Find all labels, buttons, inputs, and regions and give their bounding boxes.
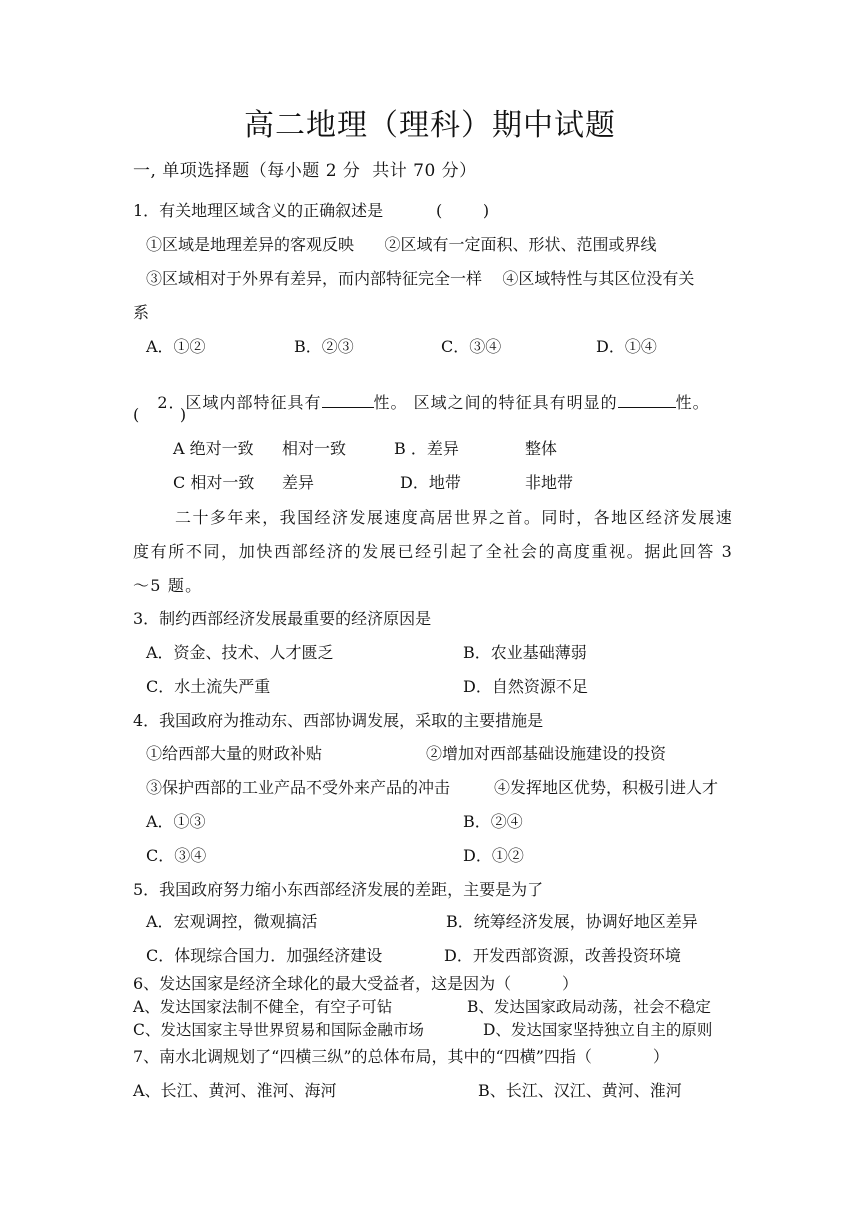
q5-option-a: A．宏观调控，微观搞活 <box>146 912 318 931</box>
q2-stem-part-3: 性。 <box>675 393 710 412</box>
q4-statement-3: ③保护西部的工业产品不受外来产品的冲击 <box>146 778 451 797</box>
q7-option-b: B、长江、汉江、黄河、淮河 <box>478 1081 682 1100</box>
q2-option-c-first: C 相对一致 <box>173 473 255 492</box>
q2-stem <box>133 370 710 436</box>
q3-option-a: A．资金、技术、人才匮乏 <box>146 643 334 662</box>
reading-passage: 二十多年来，我国经济发展速度高居世界之首。同时，各地区经济发展速度有所不同，加快西部经济的发展已经引起了全社会的高度重视。据此回答 3～5 题。 <box>133 508 733 595</box>
q2-answer-paren: ( ) <box>133 405 187 424</box>
q1-statements-3-4: ③区域相对于外界有差异，而内部特征完全一样 ④区域特性与其区位没有关 <box>146 269 695 288</box>
q3-option-d: D．自然资源不足 <box>463 677 588 696</box>
q6-option-c: C、发达国家主导世界贸易和国际金融市场 <box>133 1021 424 1039</box>
exam-title: 高二地理（理科）期中试题 <box>244 108 616 143</box>
q1-option-d: D．①④ <box>596 337 657 356</box>
q7-option-a: A、长江、黄河、淮河、海河 <box>133 1081 337 1100</box>
q2-option-a-first: A 绝对一致 <box>173 439 254 458</box>
q6-option-d: D、发达国家坚持独立自主的原则 <box>483 1021 713 1039</box>
q3-stem: 3．制约西部经济发展最重要的经济原因是 <box>133 609 432 628</box>
q1-statements-1-2: ①区域是地理差异的客观反映 ②区域有一定面积、形状、范围或界线 <box>146 235 657 254</box>
q1-option-c: C．③④ <box>441 337 502 356</box>
q2-blank-2 <box>618 393 676 408</box>
q3-option-c: C．水土流失严重 <box>146 677 271 696</box>
q4-option-a: A．①③ <box>146 812 206 831</box>
q4-option-d: D．①② <box>463 846 524 865</box>
q2-option-b-second: 整体 <box>525 439 558 458</box>
q2-option-b-first: B ．差异 <box>394 439 459 458</box>
q4-option-c: C．③④ <box>146 846 207 865</box>
q4-statement-4: ④发挥地区优势，积极引进人才 <box>494 778 719 797</box>
q1-option-a: A．①② <box>146 337 206 356</box>
q2-stem-part-2: 性。 区域之间的特征具有明显的 <box>373 393 618 412</box>
q1-statements-continued: 系 <box>133 303 150 322</box>
q7-stem: 7、南水北调规划了“四横三纵”的总体布局，其中的“四横”四指（ ） <box>133 1047 669 1066</box>
q3-option-b: B．农业基础薄弱 <box>463 643 587 662</box>
q2-option-a-second: 相对一致 <box>282 439 347 458</box>
q5-option-d: D．开发西部资源，改善投资环境 <box>444 946 681 965</box>
q6-option-b: B、发达国家政局动荡，社会不稳定 <box>467 998 711 1016</box>
q4-statement-1: ①给西部大量的财政补贴 <box>146 744 323 763</box>
q5-option-c: C．体现综合国力．加强经济建设 <box>146 946 383 965</box>
q2-option-d-first: D．地带 <box>400 473 461 492</box>
q4-stem: 4．我国政府为推动东、西部协调发展，采取的主要措施是 <box>133 711 544 730</box>
q4-option-b: B．②④ <box>463 812 523 831</box>
q6-option-a: A、发达国家法制不健全，有空子可钻 <box>133 998 393 1016</box>
q2-option-c-second: 差异 <box>282 473 315 492</box>
section-heading: 一, 单项选择题（每小题 2 分 共计 70 分） <box>133 161 477 181</box>
q4-statement-2: ②增加对西部基础设施建设的投资 <box>426 744 667 763</box>
q1-answer-paren: ( ) <box>436 201 490 220</box>
q5-option-b: B．统筹经济发展，协调好地区差异 <box>446 912 698 931</box>
q1-option-b: B．②③ <box>294 337 354 356</box>
q2-blank-1 <box>322 393 374 408</box>
q6-stem: 6、发达国家是经济全球化的最大受益者，这是因为（ ） <box>133 974 579 993</box>
q5-stem: 5．我国政府努力缩小东西部经济发展的差距，主要是为了 <box>133 880 544 899</box>
q2-option-d-second: 非地带 <box>525 473 574 492</box>
q1-stem: 1．有关地理区域含义的正确叙述是 <box>133 201 384 220</box>
q2-stem-part-1: 2．区域内部特征具有 <box>157 393 322 412</box>
